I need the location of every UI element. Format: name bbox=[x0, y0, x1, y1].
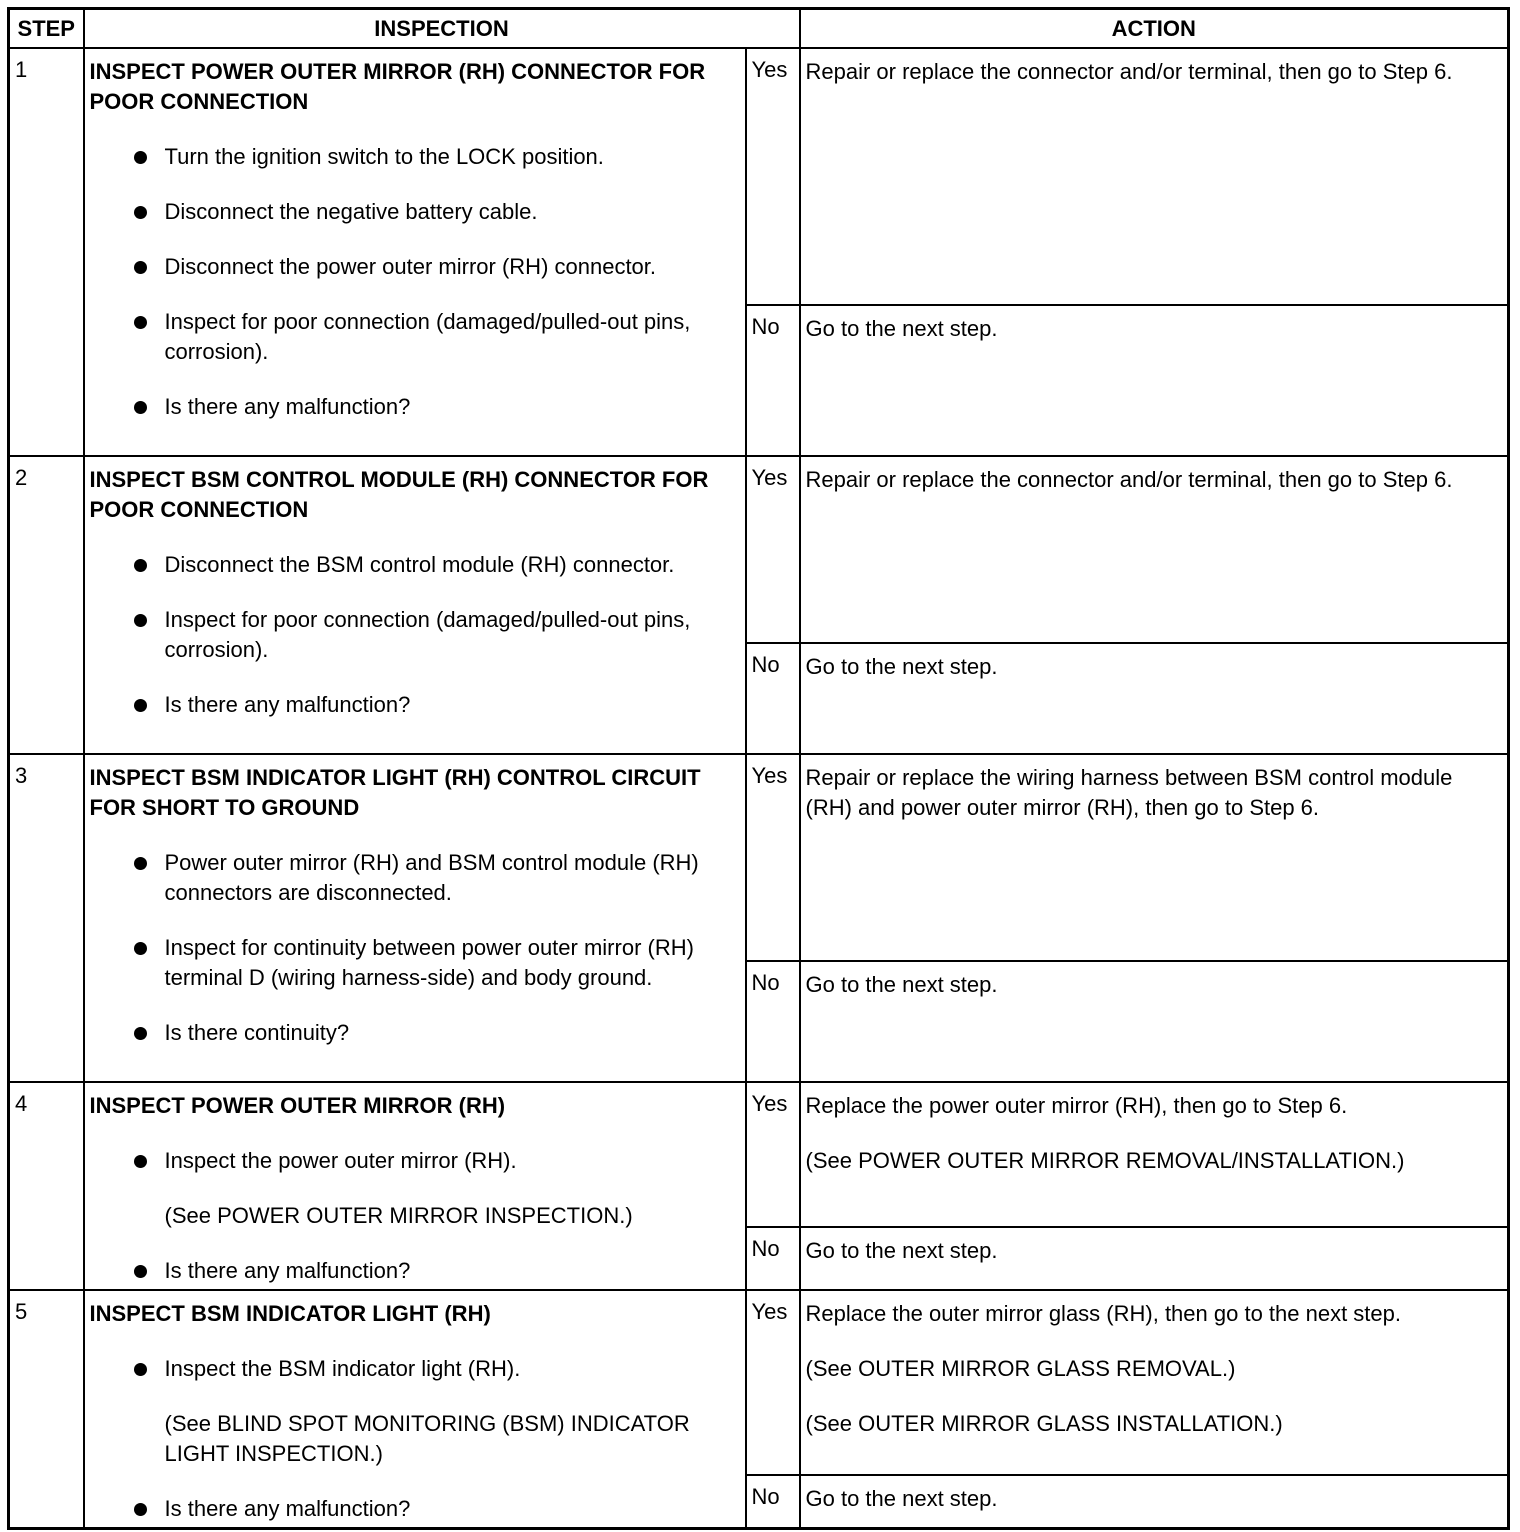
bullet-dot-icon bbox=[134, 401, 147, 414]
inspection-reference-note: (See POWER OUTER MIRROR INSPECTION.) bbox=[164, 1203, 633, 1228]
inspection-item bbox=[90, 605, 739, 665]
action-yes-text: (See POWER OUTER MIRROR REMOVAL/INSTALLATION.) bbox=[805, 1148, 1405, 1173]
action-no-cell bbox=[800, 1227, 1509, 1290]
bullet-dot-icon bbox=[134, 1363, 147, 1376]
answer-no-label: No bbox=[746, 305, 800, 456]
procedure-steps bbox=[9, 48, 1509, 1528]
answer-yes-label: Yes bbox=[746, 48, 800, 305]
step-title: INSPECT BSM INDICATOR LIGHT (RH) bbox=[89, 1301, 491, 1326]
step-title: INSPECT BSM CONTROL MODULE (RH) CONNECTOR FOR POOR CONNECTION bbox=[89, 467, 709, 522]
action-yes-text: (See OUTER MIRROR GLASS REMOVAL.) bbox=[805, 1356, 1236, 1381]
inspection-item-text: Disconnect the BSM control module (RH) connector. bbox=[164, 552, 675, 577]
bullet-dot-icon bbox=[134, 316, 147, 329]
inspection-item-text: Is there any malfunction? bbox=[164, 1258, 411, 1283]
bullet-dot-icon bbox=[134, 1265, 147, 1278]
inspection-list bbox=[90, 848, 739, 1048]
bullet-dot-icon bbox=[134, 559, 147, 572]
answer-no-label: No bbox=[746, 961, 800, 1082]
inspection-cell bbox=[84, 1290, 746, 1528]
step-number: 2 bbox=[9, 456, 84, 754]
inspection-cell bbox=[84, 48, 746, 456]
action-yes-text: Replace the power outer mirror (RH), then go to Step 6. bbox=[805, 1093, 1348, 1118]
inspection-item-text: Inspect the power outer mirror (RH). bbox=[164, 1148, 517, 1173]
table-row bbox=[9, 1290, 1509, 1475]
table-row bbox=[9, 456, 1509, 643]
inspection-item bbox=[90, 1146, 739, 1176]
column-header-action: ACTION bbox=[800, 9, 1509, 49]
inspection-reference-note: (See BLIND SPOT MONITORING (BSM) INDICATOR LIGHT INSPECTION.) bbox=[164, 1411, 690, 1466]
bullet-dot-icon bbox=[134, 151, 147, 164]
bullet-dot-icon bbox=[134, 261, 147, 274]
step-number: 1 bbox=[9, 48, 84, 456]
inspection-item-text: Is there any malfunction? bbox=[164, 1496, 411, 1521]
inspection-item-text: Is there any malfunction? bbox=[164, 692, 411, 717]
inspection-item bbox=[90, 690, 739, 720]
action-yes-cell bbox=[800, 48, 1509, 305]
action-yes-cell bbox=[800, 1290, 1509, 1475]
inspection-item-text: Inspect for poor connection (damaged/pulled-out pins, corrosion). bbox=[164, 607, 691, 662]
column-header-inspection: INSPECTION bbox=[84, 9, 800, 49]
action-yes-text: Repair or replace the connector and/or terminal, then go to Step 6. bbox=[805, 467, 1453, 492]
inspection-item bbox=[90, 1018, 739, 1048]
action-no-cell bbox=[800, 305, 1509, 456]
step-number: 4 bbox=[9, 1082, 84, 1290]
action-yes-cell bbox=[800, 1082, 1509, 1227]
step-title: INSPECT POWER OUTER MIRROR (RH) CONNECTOR FOR POOR CONNECTION bbox=[89, 59, 706, 114]
bullet-dot-icon bbox=[134, 1027, 147, 1040]
answer-yes-label: Yes bbox=[746, 1290, 800, 1475]
inspection-item bbox=[90, 1256, 739, 1286]
diagnostic-procedure-sheet bbox=[7, 7, 1507, 1525]
inspection-list bbox=[90, 550, 739, 720]
answer-yes-label: Yes bbox=[746, 1082, 800, 1227]
inspection-list bbox=[90, 142, 739, 422]
inspection-item bbox=[90, 197, 739, 227]
column-header-step: STEP bbox=[9, 9, 84, 49]
action-yes-cell bbox=[800, 754, 1509, 961]
inspection-item bbox=[90, 252, 739, 282]
inspection-item-text: Inspect the BSM indicator light (RH). bbox=[164, 1356, 521, 1381]
bullet-dot-icon bbox=[134, 1155, 147, 1168]
answer-yes-label: Yes bbox=[746, 754, 800, 961]
bullet-dot-icon bbox=[134, 942, 147, 955]
bullet-dot-icon bbox=[134, 614, 147, 627]
action-no-cell bbox=[800, 961, 1509, 1082]
inspection-item bbox=[90, 933, 739, 993]
inspection-item bbox=[90, 848, 739, 908]
inspection-item-text: Disconnect the negative battery cable. bbox=[164, 199, 538, 224]
step-title: INSPECT BSM INDICATOR LIGHT (RH) CONTROL CIRCUIT FOR SHORT TO GROUND bbox=[89, 765, 701, 820]
inspection-item bbox=[90, 1354, 739, 1384]
inspection-item bbox=[90, 307, 739, 367]
table-row bbox=[9, 754, 1509, 961]
inspection-item-text: Disconnect the power outer mirror (RH) connector. bbox=[164, 254, 657, 279]
table-row bbox=[9, 1082, 1509, 1227]
bullet-dot-icon bbox=[134, 1503, 147, 1516]
action-no-text: Go to the next step. bbox=[805, 654, 998, 679]
inspection-item-text: Turn the ignition switch to the LOCK position. bbox=[164, 144, 604, 169]
action-yes-text: (See OUTER MIRROR GLASS INSTALLATION.) bbox=[805, 1411, 1283, 1436]
inspection-list bbox=[90, 1146, 739, 1286]
answer-yes-label: Yes bbox=[746, 456, 800, 643]
inspection-item-text: Is there any malfunction? bbox=[164, 394, 411, 419]
action-no-text: Go to the next step. bbox=[805, 1238, 998, 1263]
action-no-cell bbox=[800, 643, 1509, 754]
inspection-cell bbox=[84, 1082, 746, 1290]
inspection-item-text: Inspect for poor connection (damaged/pulled-out pins, corrosion). bbox=[164, 309, 691, 364]
action-no-text: Go to the next step. bbox=[805, 316, 998, 341]
action-yes-cell bbox=[800, 456, 1509, 643]
action-no-text: Go to the next step. bbox=[805, 972, 998, 997]
inspection-cell bbox=[84, 456, 746, 754]
action-no-cell bbox=[800, 1475, 1509, 1528]
answer-no-label: No bbox=[746, 1227, 800, 1290]
inspection-item-text: Is there continuity? bbox=[164, 1020, 350, 1045]
inspection-item bbox=[90, 1494, 739, 1524]
answer-no-label: No bbox=[746, 643, 800, 754]
action-yes-text: Repair or replace the connector and/or terminal, then go to Step 6. bbox=[805, 59, 1453, 84]
diagnostic-procedure-table bbox=[7, 7, 1510, 1530]
action-yes-text: Repair or replace the wiring harness between BSM control module (RH) and power outer mirror (RH), then go to Step 6. bbox=[805, 765, 1453, 820]
inspection-list bbox=[90, 1354, 739, 1524]
inspection-item-text: Inspect for continuity between power outer mirror (RH) terminal D (wiring harness-side) and body ground. bbox=[164, 935, 694, 990]
inspection-item bbox=[90, 392, 739, 422]
bullet-dot-icon bbox=[134, 699, 147, 712]
inspection-item-text: Power outer mirror (RH) and BSM control module (RH) connectors are disconnected. bbox=[164, 850, 699, 905]
action-yes-text: Replace the outer mirror glass (RH), then go to the next step. bbox=[805, 1301, 1402, 1326]
step-number: 5 bbox=[9, 1290, 84, 1528]
table-header-row bbox=[9, 9, 1509, 49]
answer-no-label: No bbox=[746, 1475, 800, 1528]
inspection-item bbox=[90, 550, 739, 580]
step-title: INSPECT POWER OUTER MIRROR (RH) bbox=[89, 1093, 506, 1118]
inspection-item bbox=[90, 142, 739, 172]
inspection-cell bbox=[84, 754, 746, 1082]
bullet-dot-icon bbox=[134, 206, 147, 219]
bullet-dot-icon bbox=[134, 857, 147, 870]
step-number: 3 bbox=[9, 754, 84, 1082]
table-row bbox=[9, 48, 1509, 305]
action-no-text: Go to the next step. bbox=[805, 1486, 998, 1511]
